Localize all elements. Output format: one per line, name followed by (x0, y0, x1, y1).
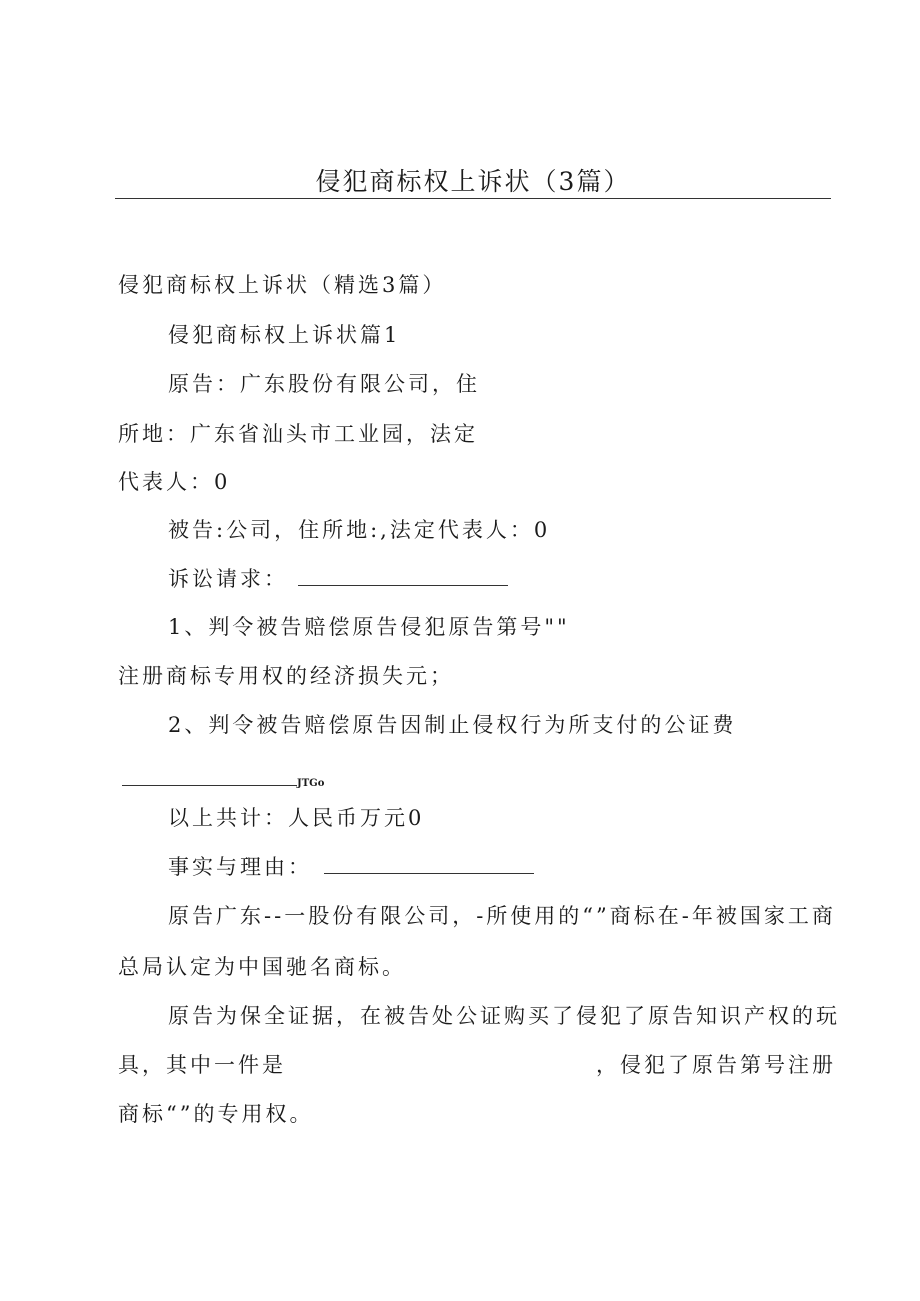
document-title: 侵犯商标权上诉状（3篇） (315, 167, 631, 196)
plaintiff-line-3: 代表人：0 (118, 470, 231, 494)
facts-label: 事实与理由： (168, 855, 312, 879)
claims-row (168, 564, 508, 594)
facts-blank (324, 855, 534, 874)
claims-blank (298, 567, 508, 586)
claims-label: 诉讼请求： (168, 567, 288, 591)
paragraph-1-line-2: 总局认定为中国驰名商标。 (118, 955, 406, 979)
claim-1-line-2: 注册商标专用权的经济损失元； (118, 664, 454, 688)
plaintiff-line-1: 原告：广东股份有限公司，住 (168, 372, 480, 396)
total-line: 以上共计：人民币万元0 (168, 806, 425, 830)
paragraph-2-line-2b: ，侵犯了原告第号注册 (596, 1053, 836, 1077)
claim-1-line-1: 1、判令被告赔偿原告侵犯原告第号"" (168, 615, 570, 639)
document-heading: 侵犯商标权上诉状（精选3篇） (118, 273, 447, 297)
paragraph-2-line-2a: 具，其中一件是 (118, 1053, 286, 1077)
plaintiff-line-2: 所地：广东省汕头市工业园，法定 (118, 422, 478, 446)
claim-2-fee-row (122, 764, 324, 799)
claim-2-line-1: 2、判令被告赔偿原告因制止侵权行为所支付的公证费 (168, 713, 737, 737)
paragraph-2-line-3: 商标“”的专用权。 (118, 1102, 314, 1126)
section-title: 侵犯商标权上诉状篇1 (168, 323, 401, 347)
facts-row (168, 852, 534, 882)
defendant-line: 被告:公司，住所地:,法定代表人：0 (168, 518, 551, 542)
title-divider (115, 198, 831, 199)
paragraph-2-line-1: 原告为保全证据，在被告处公证购买了侵犯了原告知识产权的玩 (168, 1004, 840, 1028)
paragraph-1-line-1: 原告广东--一股份有限公司，-所使用的“”商标在-年被国家工商 (168, 904, 836, 928)
fee-blank (122, 767, 297, 786)
fee-suffix: JTGo (297, 778, 325, 789)
